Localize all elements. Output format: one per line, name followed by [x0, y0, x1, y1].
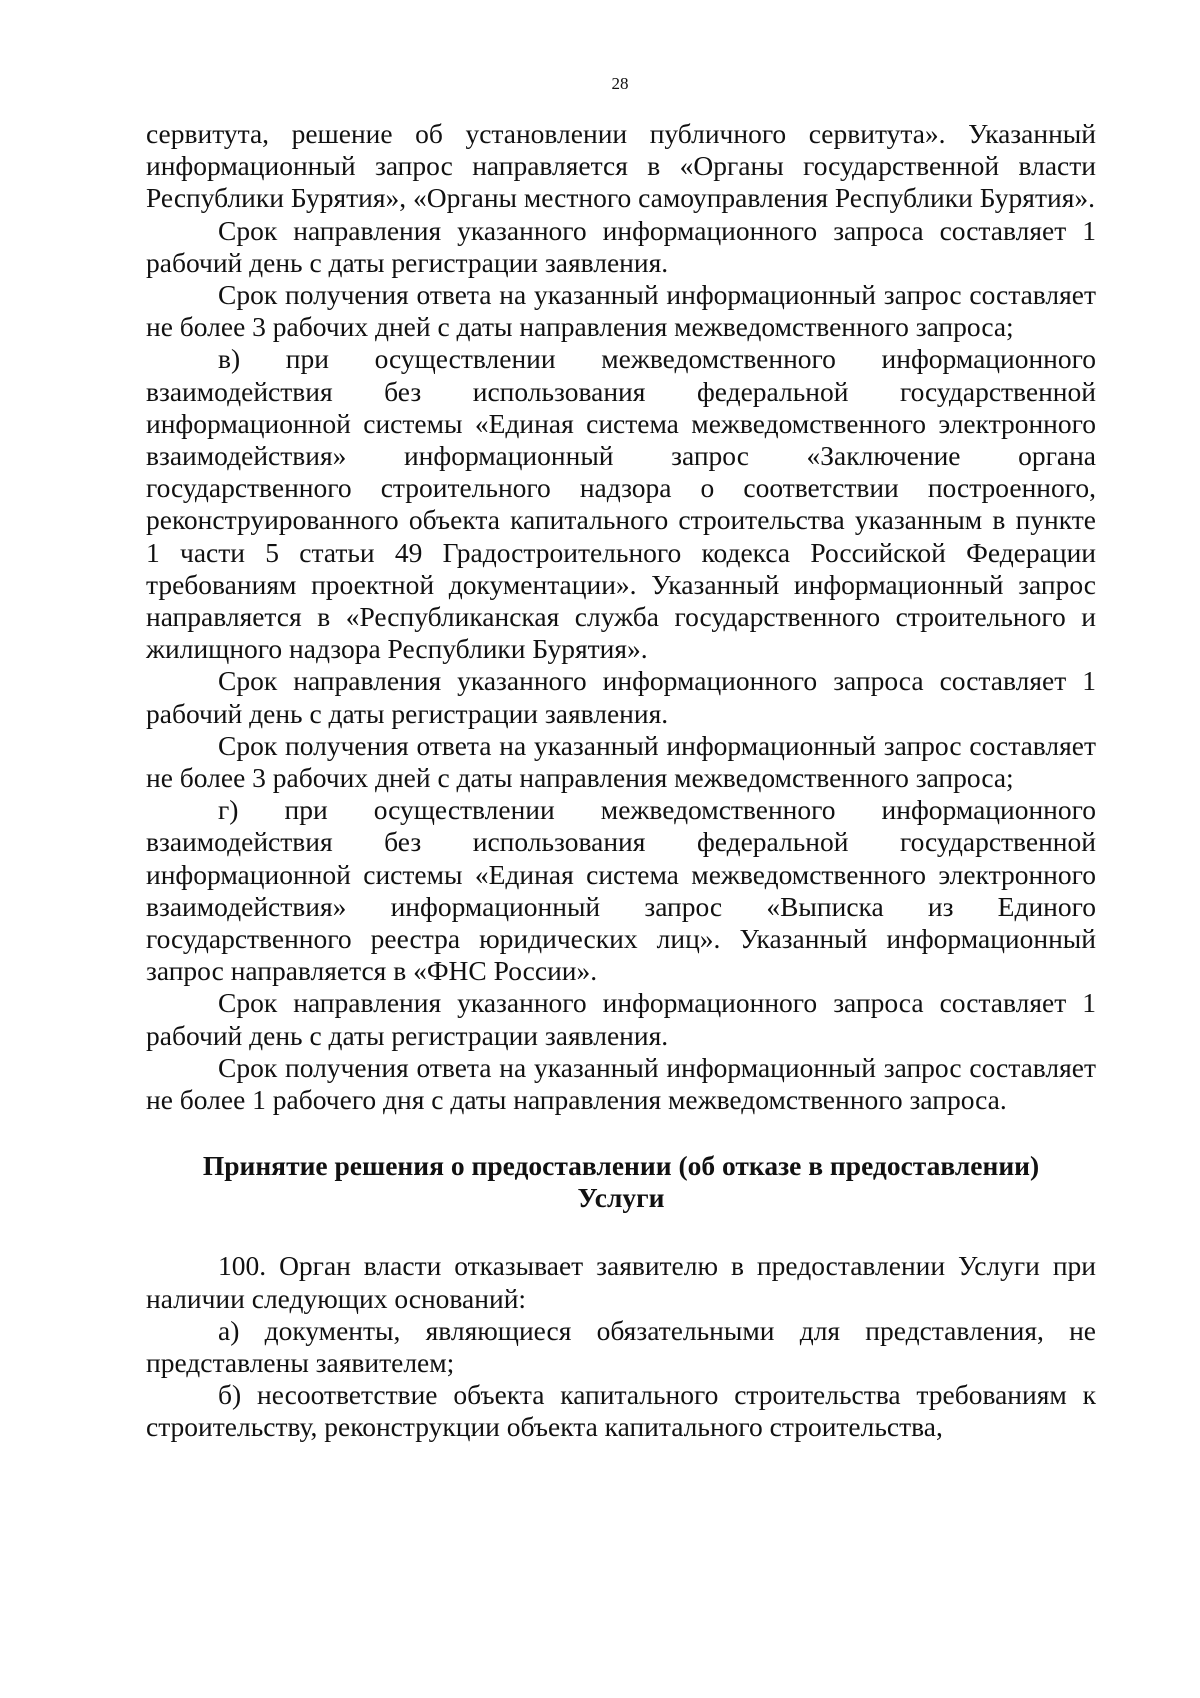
paragraph-item-v: в) при осуществлении межведомственного информационного взаимодействия без использования федеральной государственной информационной системы «Единая система межведомственного электронного взаимодействия» информационный запрос «Заключение органа государственного строительного надзора о соответствии построенного, реконструированного объекта капитального строительства указанным в пункте 1 части 5 статьи 49 Градостроительного кодекса Российской Федерации требованиям проектной документации». Указанный информационный запрос направляется в «Республиканская служба государственного строительного и жилищного надзора Республики Бурятия». [146, 343, 1096, 665]
paragraph: Срок получения ответа на указанный информационный запрос составляет не более 1 рабочего дня с даты направления межведомственного запроса. [146, 1051, 1096, 1116]
paragraph-item-g: г) при осуществлении межведомственного информационного взаимодействия без использования федеральной государственной информационной системы «Единая система межведомственного электронного взаимодействия» информационный запрос «Выписка из Единого государственного реестра юридических лиц». Указанный информационный запрос направляется в «ФНС России». [146, 794, 1096, 987]
paragraph-continuation: сервитута, решение об установлении публичного сервитута». Указанный информационный запрос направляется в «Органы государственной власти Республики Бурятия», «Органы местного самоуправления Республики Бурятия». [146, 118, 1096, 214]
document-body [146, 118, 1096, 1444]
paragraph: Срок получения ответа на указанный информационный запрос составляет не более 3 рабочих дней с даты направления межведомственного запроса; [146, 729, 1096, 794]
paragraph: Срок направления указанного информационного запроса составляет 1 рабочий день с даты регистрации заявления. [146, 665, 1096, 729]
paragraph-item-a: а) документы, являющиеся обязательными для представления, не представлены заявителем; [146, 1314, 1096, 1378]
paragraph-item-b: б) несоответствие объекта капитального строительства требованиям к строительству, реконструкции объекта капитального строительства, [146, 1379, 1096, 1443]
section-heading-line: Принятие решения о предоставлении (об отказе в предоставлении) [202, 1150, 1040, 1182]
section-heading-line: Услуги [577, 1182, 665, 1214]
section-heading [146, 1150, 1096, 1214]
page-number: 28 [611, 74, 629, 93]
paragraph: Срок направления указанного информационного запроса составляет 1 рабочий день с даты регистрации заявления. [146, 987, 1096, 1051]
paragraph: Срок получения ответа на указанный информационный запрос составляет не более 3 рабочих дней с даты направления межведомственного запроса; [146, 279, 1096, 343]
paragraph: Срок направления указанного информационного запроса составляет 1 рабочий день с даты регистрации заявления. [146, 214, 1096, 278]
paragraph-item-100: 100. Орган власти отказывает заявителю в предоставлении Услуги при наличии следующих оснований: [146, 1250, 1096, 1314]
